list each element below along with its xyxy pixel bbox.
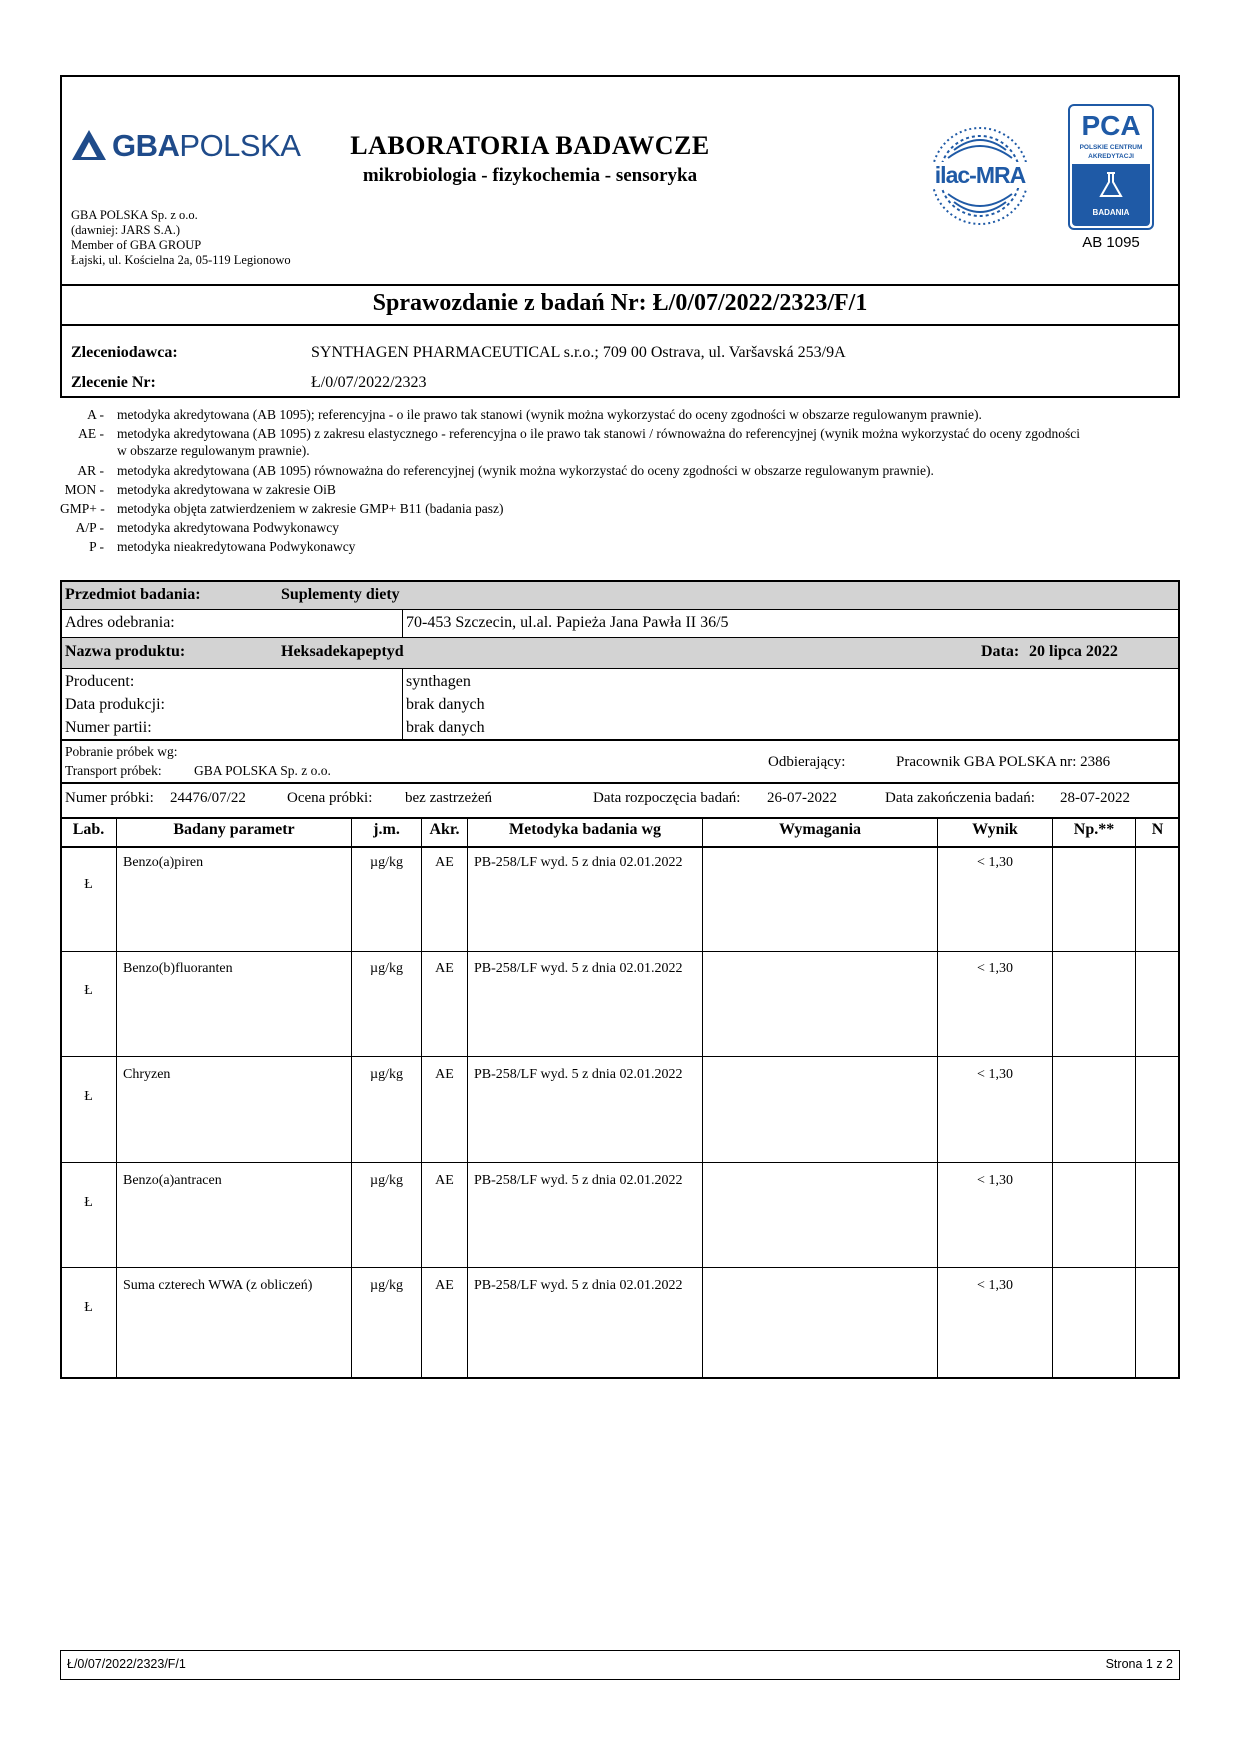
transport-value: GBA POLSKA Sp. z o.o. xyxy=(194,763,331,778)
table-row-unit: µg/kg xyxy=(370,1173,403,1188)
table-row-unit: µg/kg xyxy=(370,855,403,870)
header-akr: Akr. xyxy=(429,821,460,838)
lab-subtitle: mikrobiologia - fizykochemia - sensoryka xyxy=(362,165,698,186)
column-divider xyxy=(937,817,938,1379)
pca-line1: POLSKIE CENTRUM xyxy=(1079,144,1143,151)
main-table-box xyxy=(60,580,1180,1379)
logo-bold-text: GBA xyxy=(112,128,180,163)
header-n: N xyxy=(1151,821,1164,838)
footer-report-number: Ł/0/07/2022/2323/F/1 xyxy=(67,1657,186,1671)
column-divider xyxy=(116,817,117,1379)
start-date-value: 26-07-2022 xyxy=(767,790,837,806)
column-divider xyxy=(467,817,468,1379)
divider xyxy=(402,668,403,739)
table-row-lab: Ł xyxy=(84,1195,93,1210)
assessment-label: Ocena próbki: xyxy=(287,790,373,806)
table-row-result: < 1,30 xyxy=(977,961,1013,976)
legend-code: GMP+ - xyxy=(60,501,105,516)
row-divider xyxy=(60,1056,1180,1057)
table-row-parameter: Suma czterech WWA (z obliczeń) xyxy=(123,1278,313,1293)
row-divider xyxy=(60,1267,1180,1268)
table-row-unit: µg/kg xyxy=(370,1278,403,1293)
column-divider xyxy=(1052,817,1053,1379)
header-parameter: Badany parametr xyxy=(173,821,295,838)
pca-title: PCA xyxy=(1081,110,1141,141)
production-date-value: brak danych xyxy=(406,696,485,713)
table-row-parameter: Benzo(a)piren xyxy=(123,855,204,870)
legend-code: AE - xyxy=(78,426,104,441)
gba-triangle-icon xyxy=(72,130,106,160)
subject-label: Przedmiot badania: xyxy=(65,586,201,603)
batch-label: Numer partii: xyxy=(65,719,152,736)
header-result: Wynik xyxy=(972,821,1018,838)
divider xyxy=(60,817,1180,819)
company-group: Member of GBA GROUP xyxy=(71,238,202,252)
flask-icon xyxy=(1096,170,1126,200)
order-value: Ł/0/07/2022/2323 xyxy=(311,374,427,391)
producer-value: synthagen xyxy=(406,673,471,690)
legend-code: P - xyxy=(89,539,104,554)
gba-logo xyxy=(72,128,312,168)
date-value: 20 lipca 2022 xyxy=(1029,643,1118,660)
table-row-method: PB-258/LF wyd. 5 z dnia 02.01.2022 xyxy=(474,1278,683,1293)
legend-text: w obszarze regulowanym prawnie). xyxy=(117,443,310,458)
assessment-value: bez zastrzeżeń xyxy=(405,790,493,806)
divider xyxy=(60,668,1180,669)
client-value: SYNTHAGEN PHARMACEUTICAL s.r.o.; 709 00 Ostrava, ul. Varšavská 253/9A xyxy=(311,344,846,361)
legend-text: metodyka akredytowana (AB 1095) z zakresu elastycznego - referencyjna o ile prawo tak stanowi / równoważna do referencyjnej (wynik można wykorzystać do oceny zgodności xyxy=(117,426,1081,441)
table-row-akr: AE xyxy=(435,1067,454,1082)
divider xyxy=(60,739,1180,741)
pca-badania: BADANIA xyxy=(1092,208,1130,217)
header-requirements: Wymagania xyxy=(778,821,862,838)
row-divider xyxy=(60,951,1180,952)
pca-line2: AKREDYTACJI xyxy=(1088,153,1134,160)
product-value: Heksadekapeptyd xyxy=(281,643,404,660)
table-row-method: PB-258/LF wyd. 5 z dnia 02.01.2022 xyxy=(474,1067,683,1082)
table-row-lab: Ł xyxy=(84,983,93,998)
table-row-parameter: Chryzen xyxy=(123,1067,171,1082)
table-row-lab: Ł xyxy=(84,877,93,892)
product-label: Nazwa produktu: xyxy=(65,643,186,660)
header-method: Metodyka badania wg xyxy=(508,821,662,838)
divider xyxy=(60,637,1180,638)
column-divider xyxy=(351,817,352,1379)
header-unit: j.m. xyxy=(373,821,400,838)
date-label: Data: xyxy=(981,643,1020,660)
column-divider xyxy=(421,817,422,1379)
company-address: Łajski, ul. Kościelna 2a, 05-119 Legionowo xyxy=(71,253,291,267)
legend-text: metodyka akredytowana w zakresie OiB xyxy=(117,482,336,497)
table-row-result: < 1,30 xyxy=(977,1278,1013,1293)
address-value: 70-453 Szczecin, ul.al. Papieża Jana Pawła II 36/5 xyxy=(406,614,729,631)
table-row-akr: AE xyxy=(435,1278,454,1293)
table-row-method: PB-258/LF wyd. 5 z dnia 02.01.2022 xyxy=(474,1173,683,1188)
legend-text: metodyka akredytowana (AB 1095); referencyjna - o ile prawo tak stanowi (wynik można wykorzystać do oceny zgodności w obszarze regulowanym prawnie). xyxy=(117,407,982,422)
page-footer xyxy=(60,1650,1180,1680)
receiver-label: Odbierający: xyxy=(768,754,846,770)
ilac-mra-logo xyxy=(928,122,1032,230)
legend-code: A/P - xyxy=(75,520,104,535)
table-row-akr: AE xyxy=(435,855,454,870)
transport-label: Transport próbek: xyxy=(65,763,162,778)
lab-title: LABORATORIA BADAWCZE xyxy=(350,131,710,160)
table-row-method: PB-258/LF wyd. 5 z dnia 02.01.2022 xyxy=(474,855,683,870)
header-lab: Lab. xyxy=(72,821,105,838)
row-divider xyxy=(60,1162,1180,1163)
header-np: Np.** xyxy=(1073,821,1115,838)
ilac-text: ilac-MRA xyxy=(928,162,1032,188)
divider xyxy=(60,846,1180,848)
table-row-result: < 1,30 xyxy=(977,1067,1013,1082)
production-date-label: Data produkcji: xyxy=(65,696,165,713)
batch-value: brak danych xyxy=(406,719,485,736)
sample-number-value: 24476/07/22 xyxy=(170,790,246,806)
table-row-akr: AE xyxy=(435,961,454,976)
footer-page-number: Strona 1 z 2 xyxy=(1105,1657,1173,1671)
column-divider xyxy=(1135,817,1136,1379)
table-row-result: < 1,30 xyxy=(977,855,1013,870)
table-row-akr: AE xyxy=(435,1173,454,1188)
client-label: Zleceniodawca: xyxy=(71,344,178,361)
table-row-unit: µg/kg xyxy=(370,961,403,976)
report-title: Sprawozdanie z badań Nr: Ł/0/07/2022/2323/F/1 xyxy=(372,290,868,316)
company-former-name: (dawniej: JARS S.A.) xyxy=(71,223,181,237)
legend-code: AR - xyxy=(77,463,104,478)
legend-code: MON - xyxy=(64,482,104,497)
producer-label: Producent: xyxy=(65,673,135,690)
company-name: GBA POLSKA Sp. z o.o. xyxy=(71,208,198,222)
legend-text: metodyka objęta zatwierdzeniem w zakresie GMP+ B11 (badania pasz) xyxy=(117,501,504,516)
legend-text: metodyka nieakredytowana Podwykonawcy xyxy=(117,539,356,554)
end-date-label: Data zakończenia badań: xyxy=(885,790,1035,806)
address-label: Adres odebrania: xyxy=(65,614,175,631)
table-row-unit: µg/kg xyxy=(370,1067,403,1082)
table-row-result: < 1,30 xyxy=(977,1173,1013,1188)
end-date-value: 28-07-2022 xyxy=(1060,790,1130,806)
legend-text: metodyka akredytowana Podwykonawcy xyxy=(117,520,339,535)
divider xyxy=(60,782,1180,784)
column-divider xyxy=(702,817,703,1379)
order-label: Zlecenie Nr: xyxy=(71,374,156,391)
divider xyxy=(402,609,403,637)
table-row-parameter: Benzo(b)fluoranten xyxy=(123,961,233,976)
pca-logo xyxy=(1068,104,1154,230)
sampling-label: Pobranie próbek wg: xyxy=(65,744,178,759)
divider xyxy=(60,609,1180,610)
subject-value: Suplementy diety xyxy=(281,586,400,603)
legend-code: A - xyxy=(87,407,104,422)
table-row-parameter: Benzo(a)antracen xyxy=(123,1173,222,1188)
legend-text: metodyka akredytowana (AB 1095) równoważna do referencyjnej (wynik można wykorzystać do oceny zgodności w obszarze regulowanym prawnie). xyxy=(117,463,934,478)
receiver-value: Pracownik GBA POLSKA nr: 2386 xyxy=(896,754,1111,770)
logo-light-text: POLSKA xyxy=(179,128,301,163)
start-date-label: Data rozpoczęcia badań: xyxy=(593,790,741,806)
table-row-lab: Ł xyxy=(84,1089,93,1104)
table-row-lab: Ł xyxy=(84,1300,93,1315)
sample-number-label: Numer próbki: xyxy=(65,790,154,806)
table-row-method: PB-258/LF wyd. 5 z dnia 02.01.2022 xyxy=(474,961,683,976)
pca-code: AB 1095 xyxy=(1082,234,1140,251)
